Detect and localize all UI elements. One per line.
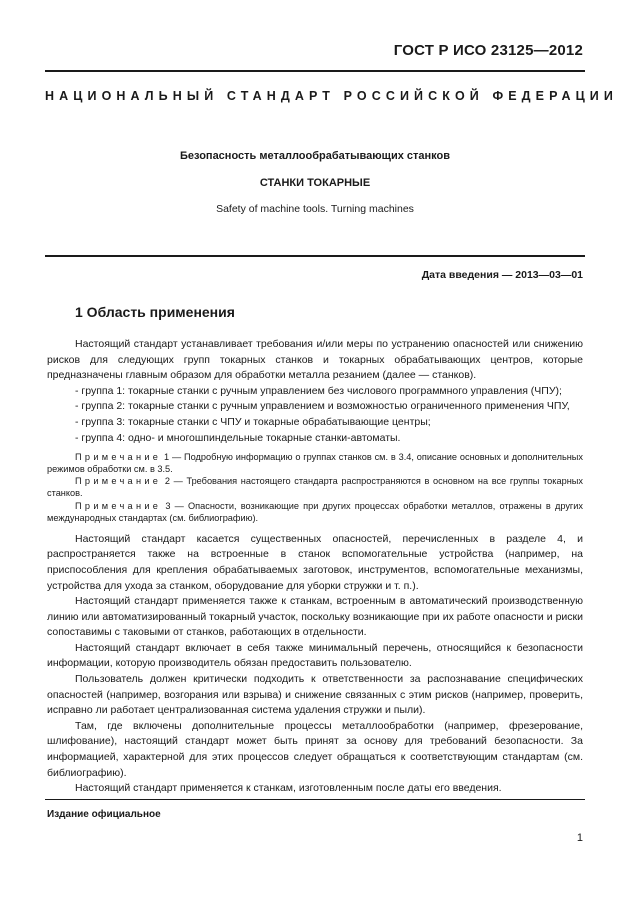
- paragraph: Настоящий стандарт включает в себя также минимальный перечень, относящийся к безопасности информации, которую производитель обязан предоставить пользователю.: [47, 641, 583, 670]
- paragraph: Там, где включены дополнительные процессы металлообработки (например, фрезерование, шлифование), настоящий стандарт может быть принят за основу для требований безопасности. За информацией, характерной для этих процессов следует обращаться к соответствующим стандартам (см. библиографию).: [47, 719, 583, 779]
- paragraph: Пользователь должен критически подходить к ответственности за распознавание специфических опасностей (например, возгорания или взрыва) и снижение связанных с этим рисков (например, проверить, исправно ли работает централизованная система удаления стружки и пыли).: [47, 673, 583, 717]
- list-item: - группа 3: токарные станки с ЧПУ и токарные обрабатывающие центры;: [75, 415, 431, 428]
- standard-number: ГОСТ Р ИСО 23125—2012: [393, 42, 583, 59]
- national-standard-banner: НАЦИОНАЛЬНЫЙ СТАНДАРТ РОССИЙСКОЙ ФЕДЕРАЦИИ: [45, 89, 618, 103]
- list-item: - группа 4: одно- и многошпиндельные токарные станки-автоматы.: [75, 431, 401, 444]
- note: [47, 451, 583, 475]
- paragraph: Настоящий стандарт применяется также к станкам, встроенным в автоматический производственную линию или автоматизированный токарный участок, поскольку возникающие при их работе опасности и риски сопоставимы с таковыми от станков, работающих в отдельности.: [47, 595, 583, 639]
- footer-rule: [45, 799, 585, 800]
- paragraph: Настоящий стандарт касается существенных опасностей, перечисленных в разделе 4, и распространяется также на встроенные в станок вспомогательные устройства (например, на приспособления для крепления обрабатываемых заготовок, инструментов, вспомогательные механизмы, устройства для ухода за станком, оборудование для уборки стружки и т. п.).: [47, 532, 583, 592]
- section-heading: 1 Область применения: [75, 304, 235, 320]
- english-title: Safety of machine tools. Turning machines: [216, 203, 414, 215]
- top-rule: [45, 70, 585, 72]
- title-block-rule: [45, 255, 585, 257]
- list-item: - группа 2: токарные станки с ручным управлением и возможностью ограниченного применения ЧПУ,: [75, 400, 570, 413]
- note-label: Примечание: [75, 500, 162, 511]
- paragraph: Настоящий стандарт применяется к станкам, изготовленным после даты его введения.: [75, 782, 502, 795]
- page-number: 1: [576, 832, 583, 844]
- note: [47, 500, 583, 524]
- note-label: Примечание: [75, 452, 162, 463]
- document-title: Безопасность металлообрабатывающих станков: [179, 150, 451, 162]
- section-body: [47, 337, 583, 797]
- edition-label: Издание официальное: [47, 809, 161, 820]
- introduction-date: Дата введения — 2013—03—01: [421, 269, 583, 281]
- document-subtitle: СТАНКИ ТОКАРНЫЕ: [259, 177, 371, 189]
- note-text: 3 — Опасности, возникающие при других процессах обработки металлов, отражены в других международных стандартах (см. библиографию).: [47, 500, 583, 523]
- paragraph: Настоящий стандарт устанавливает требования и/или меры по устранению опасностей или снижению рисков для следующих групп токарных станков и токарных обрабатывающих центров, которые предназначены главным образом для обработки металла резанием (далее — станков).: [47, 338, 583, 382]
- list-item: - группа 1: токарные станки с ручным управлением без числового программного управления (ЧПУ);: [75, 384, 562, 397]
- note: [47, 475, 583, 499]
- note-label: Примечание: [75, 476, 162, 487]
- note-text: 2 — Требования настоящего стандарта распространяются в основном на все группы токарных станков.: [47, 476, 583, 499]
- note-text: 1 — Подробную информацию о группах станков см. в 3.4, описание основных и дополнительных режимов обработки см. в 3.5.: [47, 452, 583, 475]
